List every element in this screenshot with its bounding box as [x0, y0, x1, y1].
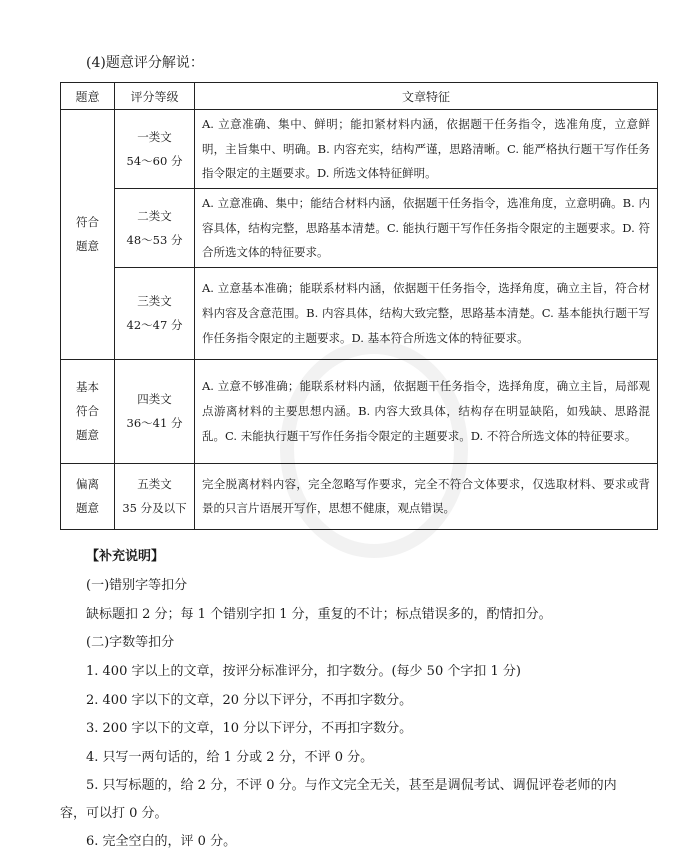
grade-cell: 三类文 42～47 分	[115, 267, 195, 359]
table-row	[61, 463, 658, 529]
table-row	[61, 110, 658, 189]
header-grade: 评分等级	[115, 83, 195, 110]
header-features: 文章特征	[195, 83, 658, 110]
supplement-line: 6. 完全空白的，评 0 分。	[86, 834, 237, 849]
feature-cell: A. 立意不够准确；能联系材料内涵，依据题干任务指令，选择角度，确立主旨，局部观点游离材料的主要思想内涵。B. 内容大致具体，结构存在明显缺陷，如残缺、思路混乱。C. 未能执行题干写作任务指令限定的主题要求。D. 不符合所选文体的特征要求。	[195, 359, 658, 463]
supplement-line: 2. 400 字以下的文章，20 分以下评分，不再扣字数分。	[86, 693, 413, 708]
header-topic: 题意	[61, 83, 115, 110]
category-cell: 基本 符合 题意	[61, 359, 115, 463]
category-cell: 符合 题意	[61, 110, 115, 360]
table-row	[61, 359, 658, 463]
grade-cell: 二类文 48～53 分	[115, 189, 195, 268]
supplement-line: 3. 200 字以下的文章，10 分以下评分，不再扣字数分。	[86, 721, 413, 736]
grade-cell: 一类文 54～60 分	[115, 110, 195, 189]
category-cell: 偏离 题意	[61, 463, 115, 529]
supplement-line: 缺标题扣 2 分；每 1 个错别字扣 1 分，重复的不计；标点错误多的，酌情扣分。	[86, 607, 552, 622]
table-row	[61, 267, 658, 359]
supplement-line: 1. 400 字以上的文章，按评分标准评分，扣字数分。(每少 50 个字扣 1 分)	[86, 664, 521, 679]
grade-cell: 五类文 35 分及以下	[115, 463, 195, 529]
grade-cell: 四类文 36～41 分	[115, 359, 195, 463]
table-row	[61, 189, 658, 268]
supplement-line: (一)错别字等扣分	[86, 578, 188, 593]
supplement-line: 容，可以打 0 分。	[60, 806, 168, 821]
feature-cell: 完全脱离材料内容，完全忽略写作要求，完全不符合文体要求，仅选取材料、要求或背景的只言片语展开写作，思想不健康，观点错误。	[195, 463, 658, 529]
feature-cell: A. 立意基本准确；能联系材料内涵，依据题干任务指令，选择角度，确立主旨，符合材料内容及含意范围。B. 内容具体，结构大致完整，思路基本清楚。C. 基本能执行题干写作任务指令限定的主题要求。D. 基本符合所选文体的特征要求。	[195, 267, 658, 359]
feature-cell: A. 立意准确、集中；能结合材料内涵，依据题干任务指令，选准角度，立意明确。B. 内容具体，结构完整，思路基本清楚。C. 能执行题干写作任务指令限定的主题要求。D. 符合所选文体的特征要求。	[195, 189, 658, 268]
section-heading: (4)题意评分解说：	[86, 55, 204, 71]
supplement-line: (二)字数等扣分	[86, 635, 175, 650]
scoring-table	[60, 82, 658, 530]
feature-cell: A. 立意准确、集中、鲜明；能扣紧材料内涵，依据题干任务指令，选准角度，立意鲜明，主旨集中、明确。B. 内容充实，结构严谨，思路清晰。C. 能严格执行题干写作任务指令限定的主题要求。D. 所选文体特征鲜明。	[195, 110, 658, 189]
supplement-title: 【补充说明】	[86, 549, 165, 564]
supplement-line: 5. 只写标题的，给 2 分，不评 0 分。与作文完全无关，甚至是调侃考试、调侃评卷老师的内	[86, 778, 617, 793]
supplement-line: 4. 只写一两句话的，给 1 分或 2 分，不评 0 分。	[86, 750, 374, 765]
table-header-row	[61, 83, 658, 110]
